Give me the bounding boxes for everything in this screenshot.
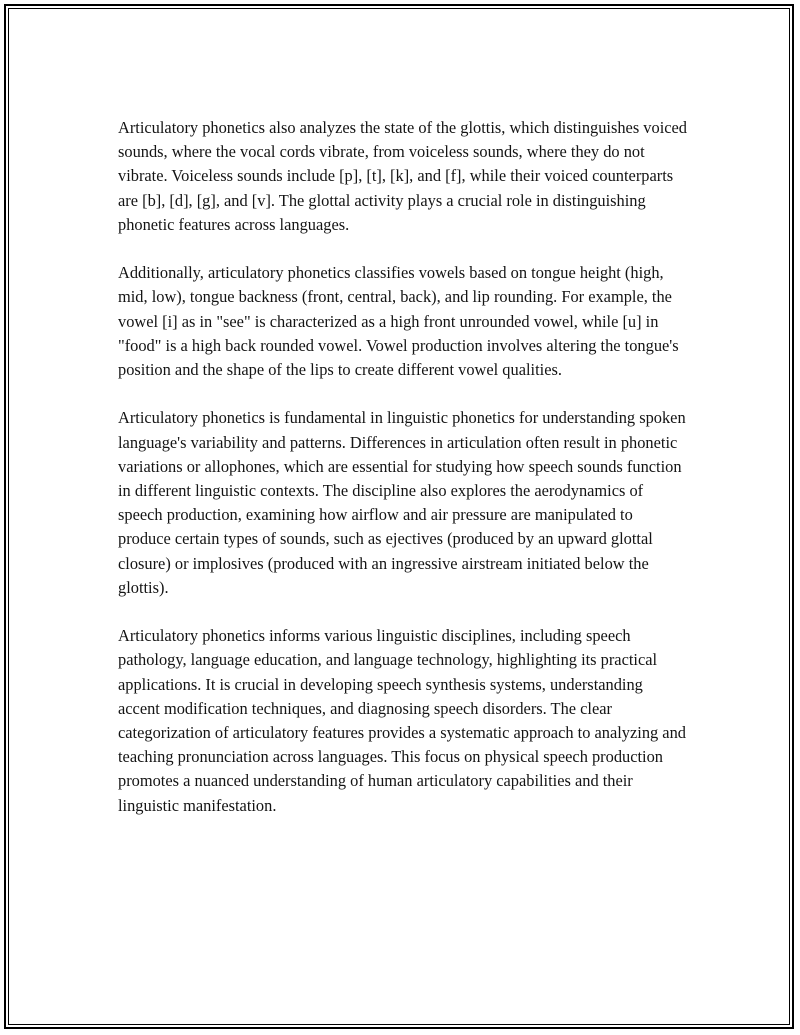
paragraph-vowels: Additionally, articulatory phonetics classifies vowels based on tongue height (high, mid, low), tongue backness (front, central, back), and lip rounding. For example, the vowel [i] as in "see" is characterized as a high front unrounded vowel, while [u] in "food" is a high back rounded vowel. Vowel production involves altering the tongue's position and the shape of the lips to create different vowel qualities. <box>118 263 679 380</box>
paragraph-glottis: Articulatory phonetics also analyzes the state of the glottis, which distinguishes voiced sounds, where the vocal cords vibrate, from voiceless sounds, where they do not vibrate. Voiceless sounds include [p], [t], [k], and [f], while their voiced counterparts are [b], [d], [g], and [v]. The glottal activity plays a crucial role in distinguishing phonetic features across languages. <box>118 118 687 234</box>
paragraph-applications: Articulatory phonetics informs various linguistic disciplines, including speech pathology, language education, and language technology, highlighting its practical applications. It is crucial in developing speech synthesis systems, understanding accent modification techniques, and diagnosing speech disorders. The clear categorization of articulatory features provides a systematic approach to analyzing and teaching pronunciation across languages. This focus on physical speech production promotes a nuanced understanding of human articulatory capabilities and their linguistic manifestation. <box>118 626 686 815</box>
paragraph-variability: Articulatory phonetics is fundamental in linguistic phonetics for understanding spoken language's variability and patterns. Differences in articulation often result in phonetic variations or allophones, which are essential for studying how speech sounds function in different linguistic contexts. The discipline also explores the aerodynamics of speech production, examining how airflow and air pressure are manipulated to produce certain types of sounds, such as ejectives (produced by an upward glottal closure) or implosives (produced with an ingressive airstream initiated below the glottis). <box>118 408 686 597</box>
document-body <box>118 116 688 842</box>
